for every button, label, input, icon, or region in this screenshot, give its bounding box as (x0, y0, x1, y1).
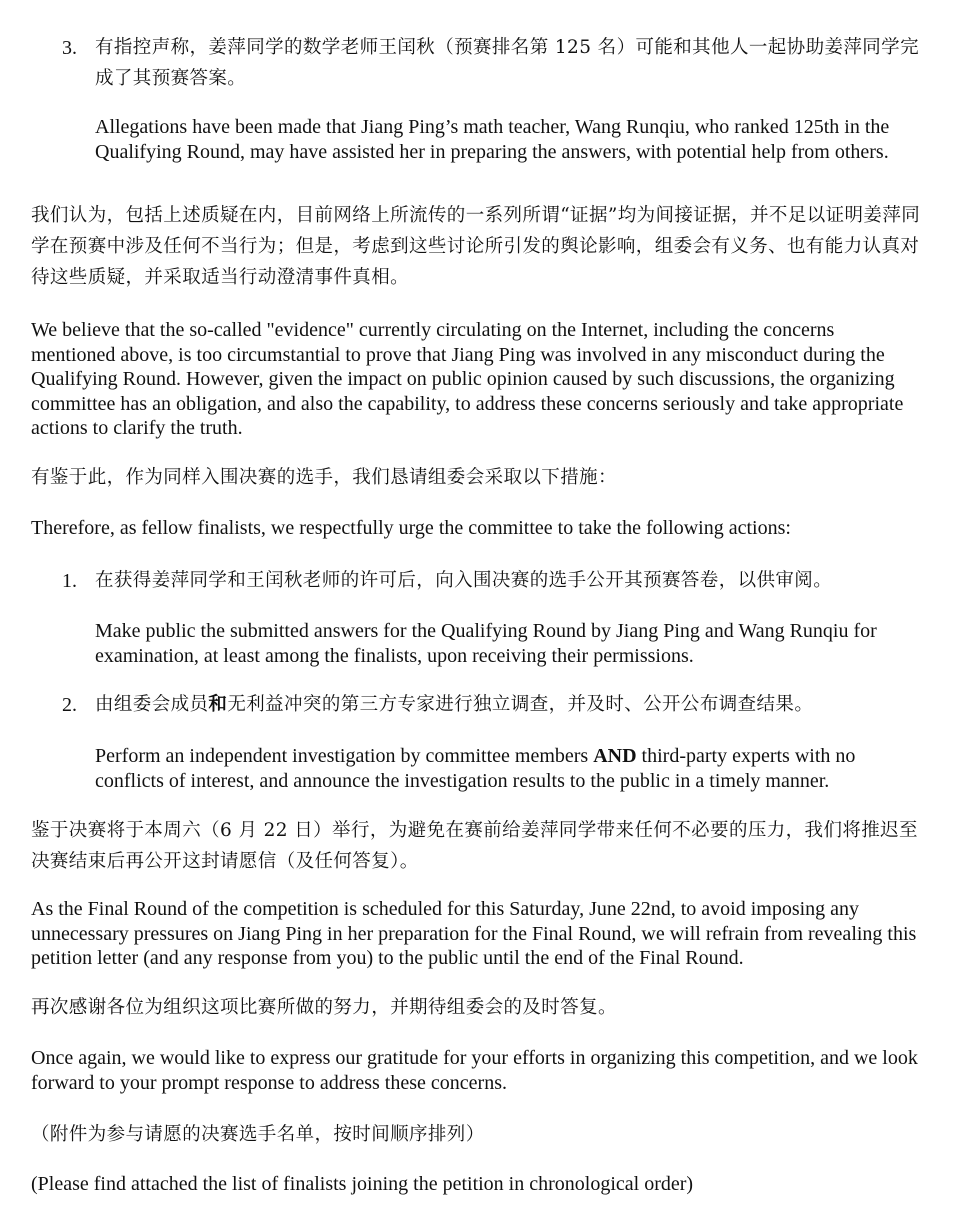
action-1-english: Make public the submitted answers for the Qualifying Round by Jiang Ping and Wang Runqiu for examination, at least among the finalists, upon receiving their permissions. (95, 620, 877, 667)
action-2-english-part2: third-party experts with no conflicts of interest, and announce the investigation results to the public in a timely manner. (95, 745, 856, 792)
action-2-english-part1: Perform an independent investigation by committee members (95, 745, 594, 767)
item-3-chinese: 有指控声称，姜萍同学的数学老师王闰秋（预赛排名第 125 名）可能和其他人一起协助姜萍同学完成了其预赛答案。 (95, 37, 919, 89)
urge-paragraph-chinese: 有鉴于此，作为同样入围决赛的选手，我们恳请组委会采取以下措施： (31, 467, 617, 488)
item-3-english: Allegations have been made that Jiang Ping’s math teacher, Wang Runqiu, who ranked 125th in the Qualifying Round, may have assisted her in preparing the answers, with potential help from others. (95, 116, 890, 163)
action-2-english (95, 744, 921, 793)
action-1-chinese: 在获得姜萍同学和王闰秋老师的许可后，向入围决赛的选手公开其预赛答卷，以供审阅。 (95, 570, 833, 591)
belief-paragraph-chinese: 我们认为，包括上述质疑在内，目前网络上所流传的一系列所谓“证据”均为间接证据，并不足以证明姜萍同学在预赛中涉及任何不当行为；但是，考虑到这些讨论所引发的舆论影响，组委会有义务、也有能力认真对待这些质疑，并采取适当行动澄清事件真相。 (31, 205, 921, 288)
action-2-chinese-part1: 由组委会成员 (95, 694, 209, 715)
item-3-number: 3. (62, 37, 77, 59)
action-2-chinese (95, 689, 921, 720)
action-2-chinese-bold: 和 (208, 694, 228, 715)
thanks-paragraph-english: Once again, we would like to express our gratitude for your efforts in organizing this competition, and we look forward to your prompt response to address these concerns. (31, 1047, 918, 1094)
belief-paragraph-english: We believe that the so-called "evidence" currently circulating on the Internet, including the concerns mentioned above, is too circumstantial to prove that Jiang Ping was involved in any misconduct during the Qualifying Round. However, given the impact on public opinion caused by such discussions, the organizing committee has an obligation, and also the capability, to address these concerns seriously and take appropriate actions to clarify the truth. (31, 319, 904, 439)
final-round-paragraph-chinese: 鉴于决赛将于本周六（6 月 22 日）举行，为避免在赛前给姜萍同学带来任何不必要的压力，我们将推迟至决赛结束后再公开这封请愿信（及任何答复）。 (31, 820, 918, 872)
attachment-note-english: (Please find attached the list of finalists joining the petition in chronological order) (31, 1173, 694, 1195)
thanks-paragraph-chinese: 再次感谢各位为组织这项比赛所做的努力，并期待组委会的及时答复。 (31, 997, 617, 1018)
attachment-note-chinese: （附件为参与请愿的决赛选手名单，按时间顺序排列） (31, 1124, 485, 1145)
final-round-paragraph-english: As the Final Round of the competition is scheduled for this Saturday, June 22nd, to avoid imposing any unnecessary pressures on Jiang Ping in her preparation for the Final Round, we will refrain from revealing this petition letter (and any response from you) to the public until the end of the Final Round. (31, 898, 917, 969)
action-1-number: 1. (62, 570, 77, 592)
action-2-chinese-part2: 无利益冲突的第三方专家进行独立调查，并及时、公开公布调查结果。 (227, 694, 814, 715)
action-2-english-bold: AND (593, 745, 637, 767)
action-2-number: 2. (62, 694, 77, 716)
urge-paragraph-english: Therefore, as fellow finalists, we respectfully urge the committee to take the following actions: (31, 517, 791, 539)
